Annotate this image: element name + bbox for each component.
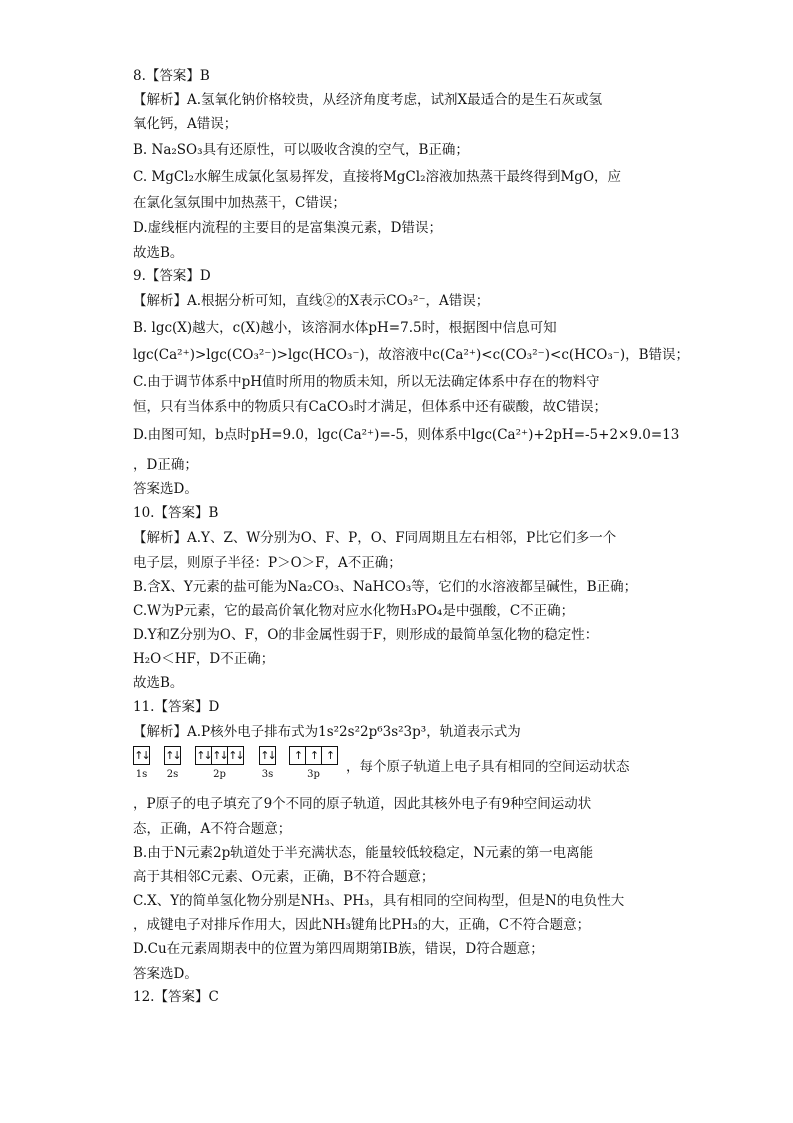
text-line: C. MgCl₂水解生成氯化氢易挥发，直接将MgCl₂溶液加热蒸干最终得到MgO，应 xyxy=(133,169,622,185)
orbital-label: 2p xyxy=(213,769,226,780)
text-line: 【解析】A.根据分析可知，直线②的X表示CO₃²⁻，A错误； xyxy=(133,293,490,309)
text-line: B.含X、Y元素的盐可能为Na₂CO₃、NaHCO₃等，它们的水溶液都呈碱性，B正确； xyxy=(133,579,638,595)
orbital-box: ↑ xyxy=(325,749,334,762)
orbital-box: ↑↓ xyxy=(260,749,275,762)
orbital-box: ↑ xyxy=(290,747,306,764)
text-line: 高于其相邻C元素、O元素，正确，B不符合题意； xyxy=(133,869,435,885)
text-line: 【解析】A.氢氧化钠价格较贵，从经济角度考虑，试剂X最适合的是生石灰或氢 xyxy=(133,92,603,108)
answer-10-heading: 10.【答案】B xyxy=(133,505,219,521)
text-line: ，P原子的电子填充了9个不同的原子轨道，因此其核外电子有9种空间运动状 xyxy=(133,796,592,812)
orbital-group-1s xyxy=(133,746,150,786)
text-line: 【解析】A.P核外电子排布式为1s²2s²2p⁶3s²3p³，轨道表示式为 xyxy=(133,724,521,740)
text-line: 态，正确，A不符合题意； xyxy=(133,821,292,837)
text-line: C.由于调节体系中pH值时所用的物质未知，所以无法确定体系中存在的物料守 xyxy=(133,374,600,390)
orbital-label: 1s xyxy=(135,769,148,780)
orbital-label: 2s xyxy=(166,769,179,780)
text-line: D.Cu在元素周期表中的位置为第四周期第IB族，错误，D符合题意； xyxy=(133,941,544,957)
orbital-box: ↑ xyxy=(306,747,322,764)
text-line: 恒，只有当体系中的物质只有CaCO₃时才满足，但体系中还有碳酸，故C错误； xyxy=(133,399,608,415)
text-line: lgc(Ca²⁺)>lgc(CO₃²⁻)>lgc(HCO₃⁻)，故溶液中c(Ca²⁺)<c(CO₃²⁻)<c(HCO₃⁻)，B错误； xyxy=(133,347,690,363)
text-line: ，D正确； xyxy=(133,457,198,473)
text-line: 故选B。 xyxy=(133,245,184,261)
text-line: H₂O＜HF，D不正确； xyxy=(133,651,275,667)
orbital-group-3p xyxy=(289,746,338,786)
orbital-box: ↑↓ xyxy=(165,749,180,762)
answer-12-heading: 12.【答案】C xyxy=(133,989,219,1005)
text-line: 故选B。 xyxy=(133,675,184,691)
text-line: B. lgc(X)越大，c(X)越小，该溶洞水体pH=7.5时，根据图中信息可知 xyxy=(133,320,557,336)
text-line: D.虚线框内流程的主要目的是富集溴元素，D错误； xyxy=(133,220,442,236)
orbital-box: ↑↓ xyxy=(196,749,211,762)
text-line: ，成键电子对排斥作用大，因此NH₃键角比PH₃的大，正确，C不符合题意； xyxy=(133,917,591,933)
orbital-box: ↑↓ xyxy=(134,749,149,762)
text-line: 电子层，则原子半径：P＞O＞F，A不正确； xyxy=(133,555,402,571)
answer-11-heading: 11.【答案】D xyxy=(133,699,220,715)
text-line: 答案选D。 xyxy=(133,966,198,982)
answer-8-heading: 8.【答案】B xyxy=(133,68,210,84)
orbital-group-2p xyxy=(195,746,244,786)
answer-9-heading: 9.【答案】D xyxy=(133,268,211,284)
orbital-group-3s xyxy=(259,746,276,786)
text-line: D.由图可知，b点时pH=9.0，lgc(Ca²⁺)=-5，则体系中lgc(Ca²⁺)+2pH=-5+2×9.0=13 xyxy=(133,427,680,443)
text-line: 答案选D。 xyxy=(133,481,198,497)
orbital-label: 3s xyxy=(261,769,274,780)
orbital-box: ↑↓ xyxy=(212,749,227,762)
text-line: D.Y和Z分别为O、F，O的非金属性弱于F，则形成的最简单氢化物的稳定性： xyxy=(133,627,599,643)
text-line: ，每个原子轨道上电子具有相同的空间运动状态 xyxy=(346,759,630,775)
text-line: B.由于N元素2p轨道处于半充满状态，能量较低较稳定，N元素的第一电离能 xyxy=(133,845,594,861)
text-line: C.W为P元素，它的最高价氧化物对应水化物H₃PO₄是中强酸，C不正确； xyxy=(133,603,575,619)
orbital-group-2s xyxy=(164,746,181,786)
text-line: 在氯化氢氛围中加热蒸干，C错误； xyxy=(133,195,346,211)
orbital-label: 3p xyxy=(307,769,320,780)
text-line: 氧化钙，A错误； xyxy=(133,116,238,132)
text-line: C.X、Y的简单氢化物分别是NH₃、PH₃，具有相同的空间构型，但是N的电负性大 xyxy=(133,893,625,909)
orbital-box: ↑↓ xyxy=(228,749,243,762)
text-line: B. Na₂SO₃具有还原性，可以吸收含溴的空气，B正确； xyxy=(133,142,469,158)
text-line: 【解析】A.Y、Z、W分别为O、F、P，O、F同周期且左右相邻，P比它们多一个 xyxy=(133,530,617,546)
